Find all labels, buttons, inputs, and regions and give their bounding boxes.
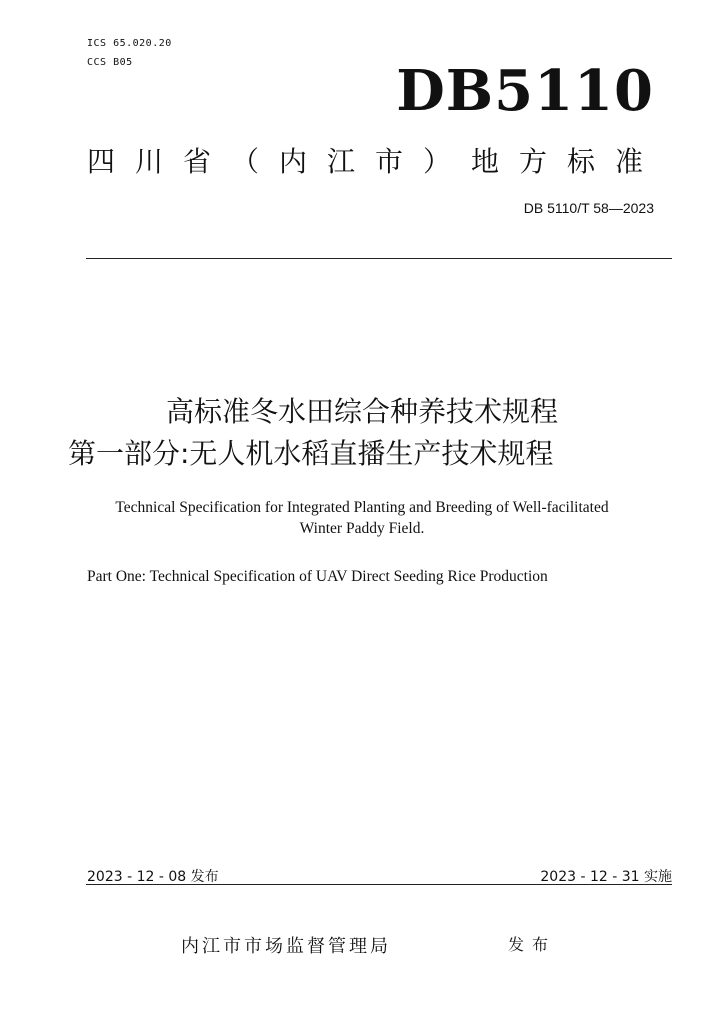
standard-type-heading: 四川省（内江市）地方标准	[87, 145, 664, 178]
english-title	[62, 497, 662, 539]
publish-date: 2023 - 12 - 08 发布	[87, 869, 219, 885]
ccs-code: CCS B05	[87, 57, 133, 68]
bottom-divider	[86, 884, 672, 885]
issue-label: 发布	[508, 935, 557, 954]
standard-number: DB 5110/T 58—2023	[523, 200, 654, 216]
ics-code: ICS 65.020.20	[87, 38, 172, 49]
standard-logo: DB5110	[396, 58, 654, 124]
chinese-title-line-1: 高标准冬水田综合种养技术规程	[165, 395, 558, 428]
top-divider	[86, 258, 672, 259]
chinese-title-line-2: 第一部分:无人机水稻直播生产技术规程	[68, 437, 554, 470]
english-title-line-2: Winter Paddy Field.	[299, 520, 425, 537]
english-subtitle: Part One: Technical Specification of UAV Direct Seeding Rice Production	[87, 568, 548, 585]
english-title-line-1: Technical Specification for Integrated Planting and Breeding of Well-facilitated	[115, 499, 609, 516]
issuing-authority: 内江市市场监督管理局	[181, 936, 391, 957]
implement-date: 2023 - 12 - 31 实施	[540, 869, 672, 885]
